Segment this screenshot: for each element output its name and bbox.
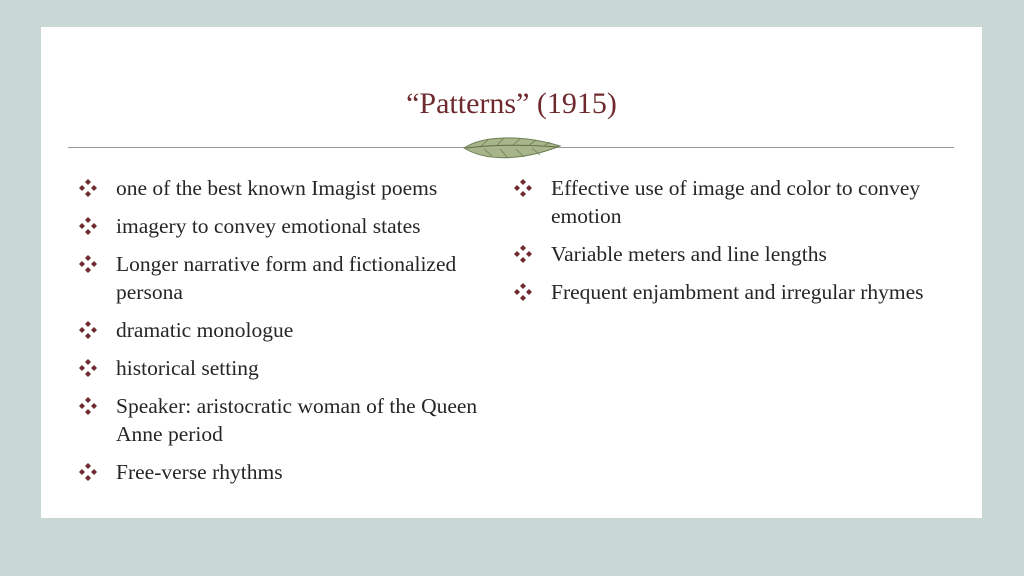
four-diamond-bullet-icon <box>79 397 97 415</box>
four-diamond-bullet-icon <box>79 359 97 377</box>
list-item <box>79 174 499 202</box>
list-item <box>514 278 934 306</box>
bullet-text: Frequent enjambment and irregular rhymes <box>551 280 924 304</box>
list-item <box>79 458 499 486</box>
list-item <box>79 354 499 382</box>
four-diamond-bullet-icon <box>514 283 532 301</box>
four-diamond-bullet-icon <box>79 463 97 481</box>
bullet-text: Free-verse rhythms <box>116 460 283 484</box>
slide-title: “Patterns” (1915) <box>406 87 617 120</box>
four-diamond-bullet-icon <box>79 179 97 197</box>
list-item <box>514 174 934 230</box>
leaf-ornament-icon <box>460 134 564 164</box>
list-item <box>514 240 934 268</box>
bullet-text: one of the best known Imagist poems <box>116 176 438 200</box>
bullet-text: Variable meters and line lengths <box>551 242 827 266</box>
four-diamond-bullet-icon <box>79 255 97 273</box>
bullet-text: Speaker: aristocratic woman of the Queen Anne period <box>116 394 478 446</box>
four-diamond-bullet-icon <box>79 217 97 235</box>
list-item <box>79 392 499 448</box>
bullet-text: historical setting <box>116 356 259 380</box>
right-bullet-list <box>514 174 934 316</box>
bullet-text: imagery to convey emotional states <box>116 214 421 238</box>
list-item <box>79 250 499 306</box>
slide <box>41 27 982 518</box>
list-item <box>79 212 499 240</box>
four-diamond-bullet-icon <box>79 321 97 339</box>
list-item <box>79 316 499 344</box>
four-diamond-bullet-icon <box>514 179 532 197</box>
bullet-text: Longer narrative form and fictionalized persona <box>116 252 457 304</box>
bullet-text: dramatic monologue <box>116 318 294 342</box>
bullet-text: Effective use of image and color to convey emotion <box>551 176 921 228</box>
left-bullet-list <box>79 174 499 496</box>
four-diamond-bullet-icon <box>514 245 532 263</box>
